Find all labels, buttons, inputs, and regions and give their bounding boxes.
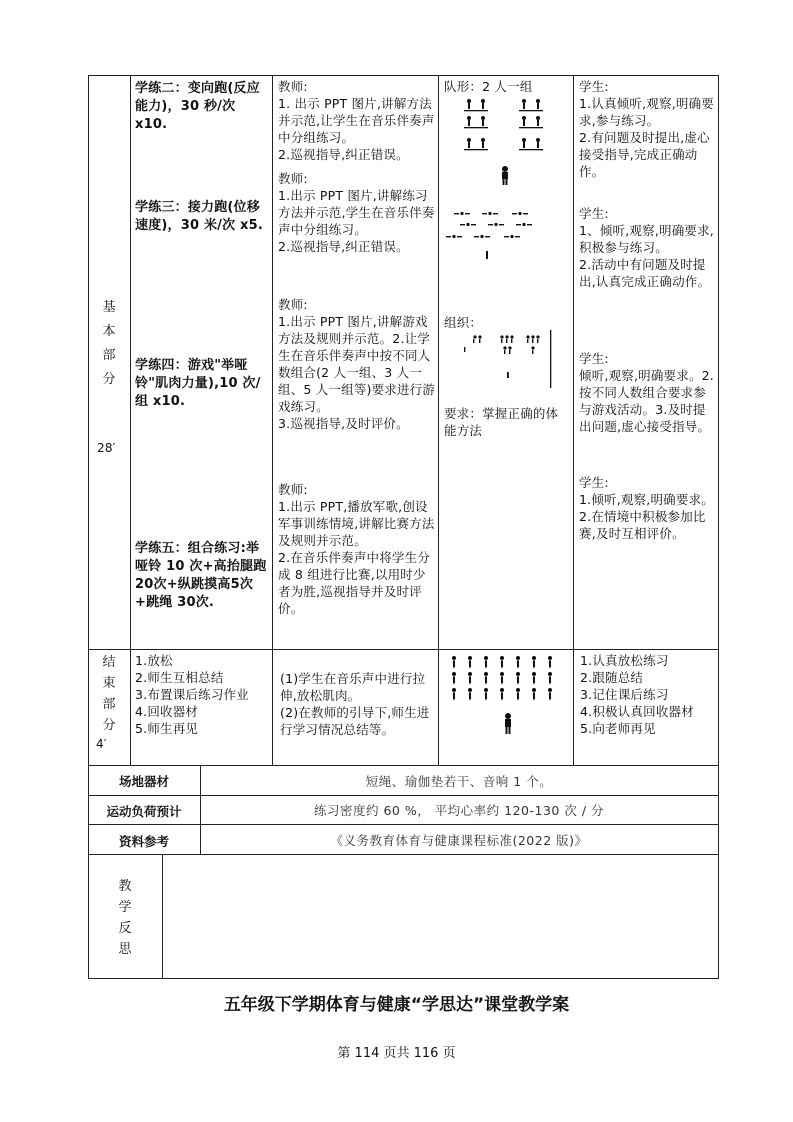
student-icon [468,688,472,700]
student-icon [516,672,520,684]
drill-title-5: 学练五：组合练习:举哑铃 10 次+高抬腿跑 20次+纵跳摸高5次+跳绳 30次. [135,541,267,610]
student-icon [468,672,472,684]
drill-title-2: 学练二：变向跑(反应能力)，30 秒/次 x10. [135,81,260,132]
drill-title-3: 学练三：接力跑(位移速度)，30 米/次 x5. [135,200,264,233]
runner-icon [504,235,520,238]
student-icon [516,688,520,700]
teacher-text-5: 教师: 1.出示 PPT,播放军歌,创设军事训练情境,讲解比赛方法及规则并示范。 2.在音乐伴奏声中将学生分成 8 组进行比赛,以用时少者为胜,巡视指导并及时评价。 [278,482,435,616]
student-icon [452,688,456,700]
runner-icon [488,223,504,226]
basic-section-label: 基 本 部 分 [102,300,116,387]
student-icon [452,656,456,668]
student-icon [500,672,504,684]
info-label-reference: 资料参考 [118,834,169,849]
formation-label-1: 队形：2 人一组 [444,79,533,94]
formation-diagram-ending [440,652,572,738]
ending-teacher: (1)学生在音乐声中进行拉伸,放松肌肉。 (2)在教师的引导下,师生进行学习情况总结等。 [280,671,430,737]
runner-icon [516,223,532,226]
drill-title-4: 学练四：游戏"举哑铃"肌肉力量),10 次/组 x10. [135,358,261,409]
runner-icon [482,212,498,215]
group-icon [531,346,534,354]
pair-icon [519,99,543,111]
teacher-icon [507,372,509,378]
ending-content: 1.放松 2.师生互相总结 3.布置课后练习作业 4.回收器材 5.师生再见 [135,653,249,736]
student-icon [468,656,472,668]
info-value-equipment: 短绳、瑜伽垫若干、音响 1 个。 [365,774,553,789]
student-icon [500,688,504,700]
group-icon [503,346,511,354]
runner-icon [512,212,528,215]
group-icon [464,347,465,352]
teacher-icon [505,713,511,734]
ending-section-label: 结 束 部 分 [102,655,116,733]
student-icon [548,688,552,700]
runner-icon [474,235,490,238]
group-icon [526,335,539,343]
basic-section-time: 28′ [97,441,116,455]
formation-diagram-pairs [440,94,572,190]
formation-requirement: 要求：掌握正确的体能方法 [444,406,559,438]
formation-diagram-relay [440,205,572,265]
student-text-2: 学生: 1.认真倾听,观察,明确要求,参与练习。 2.有问题及时提出,虚心接受指导,完成正确动作。 [579,79,714,179]
formation-label-3: 组织： [444,315,483,330]
reflection-content-area[interactable] [163,855,717,977]
teacher-text-4: 教师: 1.出示 PPT 图片,讲解游戏方法及规则并示范。2.让学生在音乐伴奏声中按不同人数组合(2 人一组、3 人一组、5 人一组等)要求进行游戏练习。 3.巡视指导,及时评价。 [278,297,436,431]
teacher-icon [486,251,488,259]
student-icon [532,656,536,668]
group-icon [473,335,482,343]
reflection-label: 教 学 反 思 [118,879,132,957]
ending-section-time: 4′ [96,737,107,751]
student-text-4: 学生: 倾听,观察,明确要求。2.按不同人数组合要求参与游戏活动。3.及时提出问题,虚心接受指导。 [579,351,714,434]
teacher-text-3: 教师: 1.出示 PPT 图片,讲解练习方法并示范,学生在音乐伴奏声中分组练习。 2.巡视指导,纠正错误。 [278,171,435,254]
student-text-3: 学生: 1、倾听,观察,明确要求,积极参与练习。 2.活动中有问题及时提出,认真完成正确动作。 [579,206,714,289]
page-footer: 第 114 页共 116 页 [337,1046,456,1061]
student-icon [532,688,536,700]
pair-icon [519,138,543,150]
student-icon [484,688,488,700]
student-icon [532,672,536,684]
student-icon [548,656,552,668]
group-icon [500,335,513,343]
student-icon [548,672,552,684]
teacher-text-2: 教师: 1. 出示 PPT 图片,讲解方法并示范,让学生在音乐伴奏声中分组练习。 2.巡视指导,纠正错误。 [278,79,435,162]
runner-icon [460,223,476,226]
student-icon [500,656,504,668]
runner-icon [446,235,462,238]
ending-student: 1.认真放松练习 2.跟随总结 3.记住课后练习 4.积极认真回收器材 5.向老师再见 [580,653,694,736]
student-icon [484,672,488,684]
info-value-reference: 《义务教育体育与健康课程标准(2022 版)》 [330,833,588,848]
runner-icon [454,212,470,215]
student-text-5: 学生: 1.倾听,观察,明确要求。 2.在情境中积极参加比赛,及时互相评价。 [579,475,714,541]
student-icon [484,656,488,668]
teacher-icon [502,166,508,185]
student-icon [516,656,520,668]
pair-icon [464,116,488,128]
boundary-line [550,330,551,388]
student-icon [452,672,456,684]
pair-icon [519,116,543,128]
pair-icon [464,138,488,150]
pair-icon [464,99,488,111]
info-label-load: 运动负荷预计 [106,804,182,819]
page-title: 五年级下学期体育与健康“学思达”课堂教学案 [223,995,570,1015]
info-label-equipment: 场地器材 [118,774,169,789]
info-value-load: 练习密度约 60 %， 平均心率约 120-130 次 / 分 [313,803,605,818]
formation-diagram-groups [440,328,572,394]
